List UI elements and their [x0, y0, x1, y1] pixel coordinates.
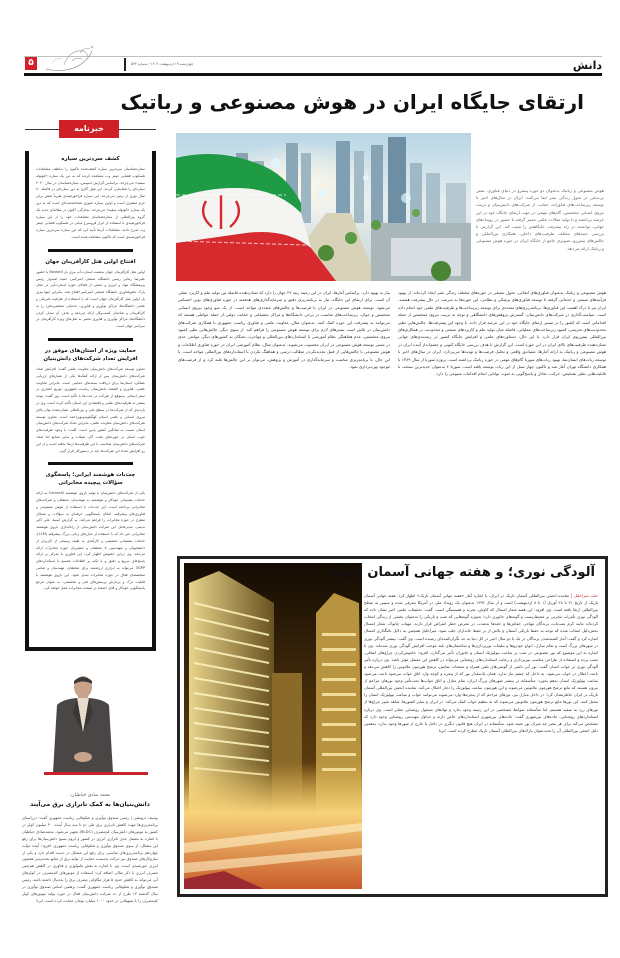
news-item[interactable]: [36, 347, 145, 454]
news-item[interactable]: [36, 471, 145, 592]
news-item-text: معاون توسعه شرکت‌های دانش‌بنیان معاونت علمی گفت: افزایش تعداد شرکت‌های دانش‌بنیان پس از ارائه کمک‌ها یکی از معیارهای ارزیابی عملکرد استان‌ها برای دریافت بسته‌های حمایتی است. بنابراین معاونت علمی، فناوری و اقتصاد دانش‌بنیان ریاست جمهوری، توزیع اعتباری در سفر استانی به‌موقع از شرکت در مدت‌ها با تأکید است. وی گفت: توجه بیشتر به ظرفیت‌های علمی و اقتصادی این استان تأکید کرده است. وی در بازدیدی که از شرکت‌ها در سطح ملی و بین‌المللی نشان‌دهنده توان بالای نیروی انسانی و علمی استان کهگیلویه‌وبویراحمد است. معاون توسعه شرکت‌های دانش‌بنیان معاونت علمی، بنابراین تعداد شرکت‌های دانش‌بنیان استان نسبت به میانگین کشور پایین است. گفت: با وجود ظرفیت‌های خوب استان در حوزه‌های نفت، گاز، شیلات و سایر صنایع اما تعداد شرکت‌های دانش‌بنیان متناسب با این ظرفیت‌ها ارتقا نیافته است و از این رو افزایش تعداد این شرکت‌ها باید در دستورکار قرار گیرد.: [36, 366, 145, 453]
news-divider: [48, 338, 133, 341]
masthead-top-rule: [24, 56, 602, 57]
main-headline[interactable]: ارتقای جایگاه ایران در هوش مصنوعی و رباتیک: [120, 90, 584, 114]
news-item-text: اولین هتل کارآفرینان جهان به‌همت استارت‌آپ بیزی بل Baxbell با حضور علیرضا رهایی رئیس دانشگاه صنعتی امیرکبیر، حمید امیدوار رئیس پژوهشگاه مواد و انرژی و جمعی از فعالان حوزه استارت‌آپی در محل پارک علم‌وفناوری دانشگاه صنعتی امیرکبیر افتتاح شد. بنابراین اینها بیزی بل اولین هتل کارآفرینان جهان است که با استفاده از ظرفیت فیزیکی و علمی دانشگاه‌ها، مراکز نوآوری و فناوری، خدماتی منحصربه‌فرد را به کارآفرینان و صاحبان کسب‌وکار ارائه می‌دهد و هدف آن تبدیل کردن دانشگاه‌ها، مراکز نوآوری و فناوری معتبر به هتل‌های ویژه کارآفرینان در سراسر جهان است.: [36, 269, 145, 329]
light-pollution-headline[interactable]: آلودگی نوری؛ و هفته جهانی آسمان تاریک: [327, 565, 595, 580]
news-item-title[interactable]: چت‌بات هوشمند ایرانی؛ پاسخگوی سؤالات پیچیده مخابراتی: [45, 472, 136, 487]
masthead: [24, 40, 602, 75]
portrait-man-in-suit-icon: [43, 673, 123, 773]
news-item-text: یکی از شرکت‌های دانش‌بنیان با تولید بازوی هوشمند CommAI به ارائه خدمات پشتیبانی خودکار و هوشمند به مهندسان، محققان و شرکت‌های مخابراتی پرداخته است. این چت‌بات با استفاده از هوش مصنوعی و فناوری‌های پیشرفته، امکان پاسخگویی حرفه‌ای به سؤالات و مسائل مطرح در حوزه مخابرات را فراهم می‌کند. به گزارش ایسنا، علی اکبر ندیمی، مدیرعامل این شرکت دانش‌بنیان از راه‌اندازی بازوی هوشمند مخابراتی خبر داد که با استفاده از مدل‌های زبانی بزرگ پیشرفته (LLM)، خدمات پشتیبانی تخصصی و کارآمدی به طیف وسیعی از کاربران از دانشجویان و مهندسین تا محققان و مشتریان حوزه مخابرات ارائه می‌دهد. وی دراین خصوص اظهار کرد: این فناوری با تمرکز بر ارائه پاسخ‌های سریع و دقیق و با تکیه بر اطلاعات همسو با استانداردهای 3GPP می‌تواند به ابزاری ارزشمند برای محققان، مهندسان و تمامی متخصصان فعال در حوزه مخابرات تبدیل شود. این بازوی هوشمند با قابلیت درک و پردازش پرسش‌های فنی و تخصصی، به عنوان مرجع پاسخگویی خودکار و قابل اعتماد در صنعت مخابرات عمل خواهد کرد.: [36, 491, 146, 591]
newspaper-logo-icon: [42, 43, 102, 73]
page-number-badge: ۵: [25, 57, 37, 70]
night-city-skyscrapers-lights-icon: [184, 563, 362, 889]
news-item-text: ستاره‌شناسان سردترین سیاره کشف‌شده تاکنون را به‌لطف مشاهدات تلسکوپ فضایی جیمز وب مشاهده کردند که به دور یک ستاره «کوتوله سفید» می‌چرخد. براساس گزارش اسپیس، ستاره‌شناسان در سال ۲۰۲۰ سیاره‌ای را شناسایی کردند. این غول گازی به دور ستاره‌ای در فاصله ۸۰ سال نوری از زمین می‌چرخد. این سیاره فراخورشیدی تقریباً شش برابر جرم مشتری است و اولین سیاره عبوری شناخته‌شده‌ای است که به دور یک ستاره «کوتوله سفید» می‌چرخد. به‌تازگی، اکنون در مقاله‌ای جدید یک گروه بین‌المللی از ستاره‌شناسان مشاهدات خود را از این سیاره فراخورشیدی با استفاده از ابزار فروسرخ میانی در تلسکوپ فضایی جیمز وب شرح دادند. مشاهدات آن‌ها تأیید کرد که این سیاره سردترین سیاره فراخورشیدی است که تاکنون مشاهده شده است.: [36, 167, 145, 239]
light-pollution-story-box: [177, 556, 608, 897]
news-item[interactable]: [36, 155, 145, 241]
portrait-red-bar: [44, 772, 148, 775]
news-item-title[interactable]: افتتاح اولین هتل کارآفرینان جهان: [45, 258, 136, 265]
news-item-title[interactable]: حمایت ویژه از استان‌های موفق در افزایش تعداد شرکت‌های دانش‌بنیان: [43, 347, 138, 362]
news-divider: [48, 249, 133, 252]
interview-body: یوسف درویشی | رئیس صندوق نوآوری و شکوفایی ریاست جمهوری گفت: درراستای برنامه‌ریزی‌ها جهت کاهش ناترازی برق طی دو تا سه سال آینده، ۳۰ میلیون کولر در کشور به موتورهای دانش‌بنیان کم‌مصرف (BLDC) تجهیز می‌شود. محمدصادق خیاطیان با اشاره به معضل جدی ناترازی انرژی در کشور و لزوم بسیج دانش‌بنیان‌ها برای رفع این مشکل، از سوی صندوق نوآوری و شکوفایی ریاست جمهوری، افزود: آینده دولت چهاردهم برنامه‌ریزی‌های مناسبی برای رفع این مشکل در دست اقدام دارد و یکی از سازوکارهای صندوق نیز حرکت به‌سمت حمایت از تولید برق از منابع تجدیدپذیر همچون انرژی خورشیدی است. وی با اشاره به نقش تکنولوژی و فناوری در کاهش هم‌چنین مصرف انرژی با ذکر مثالی اضافه کرد: استفاده از موتورهای کم‌مصرف در کولرهای آبی می‌تواند به کاهش حدود ۵ هزار مگاواتی مصرف برق را به‌دنبال داشته باشد. رئیس صندوق نوآوری و شکوفایی ریاست جمهوری گفت: برهمین اساس صندوق نوآوری در سال گذشته ۱۷ طرح از ده شرکت دانش‌بنیان فعال در حوزه تولید موتورهای کولر کم‌مصرف را با تسهیلاتی در حدود ۱۰۰۰ میلیارد تومان حمایت کرده است. ایرنا: [22, 815, 158, 903]
main-story-column-right: هوش مصنوعی و رباتیک به‌عنوان فناوری‌های انقلابی، تحول عمیقی در حوزه‌های مختلف زندگی بشر ایجاد کرده‌اند. از بهبود فرآیندهای صنعتی و خدماتی گرفته تا توسعه فناوری‌های پزشکی و نظامی، این حوزه‌ها به سرعت در حال پیشرفت هستند. ایران نیز با درک اهمیت این فناوری‌ها، برنامه‌ریزی‌های متعددی برای توسعه زیرساخت‌ها و ظرفیت‌های علمی خود انجام داده است. سیاست‌گذاری در شرکت‌های دانش‌بنیان، گسترش پژوهش‌های دانشگاهی و توجه به تربیت نیروی متخصص از جمله اقداماتی است که کشور را در مسیر ارتقای جایگاه خود در این عرصه قرار داده. با وجود این پیشرفت‌ها، چالش‌هایی نظیر محدودیت‌های تحریمی، کمبود زیرساخت‌های عملیاتی، فاصله میان تولید علم و کاربردهای صنعتی و محدودیت در همکاری‌های بین‌المللی پیش‌روی ایران قرار دارد. با این حال، دستاوردهای علمی و افزایش جایگاه کشور در رتبه‌بندی‌های جهانی نشان‌دهنده ظرفیت‌های بالای ایران در این حوزه است. این گزارش با هدف بررسی جایگاه کنونی و چشم‌انداز آینده ایران در هوش مصنوعی و رباتیک به ارائه آمارها، مصادیق واقعی و تحلیل فرصت‌ها و تهدیدها می‌پردازد. ایران در سال‌های اخیر با توسعه ربات‌های انسان‌نما، بهبود ربات‌های سورنا گام‌های مهمی در حوزه رباتیک برداشته است. پروژه سورنا از سال ۱۳۸۹ با همکاری دانشگاه تهران آغاز شد و تاکنون چهار نسل از این ربات توسعه یافته است. سورنا ۴ به‌عنوان جدیدترین نسخه، با قابلیت‌هایی نظیر تشخیص، حرکت، تعادل و پاسخ‌گویی به صوت توانایی انجام اقدامات متنوعی را دارد.: [398, 290, 606, 377]
sidebar-box: [25, 151, 156, 651]
night-city-image: [184, 563, 362, 889]
newsletter-sidebar: [25, 109, 156, 653]
issue-date: چهارشنبه ۱۹ اردیبهشت ۱۴۰۳ / شماره ۵۳۳: [131, 62, 194, 66]
light-pollution-byline: جلب میراخلیل |: [570, 593, 598, 598]
light-pollution-text: نماینده انجمن بین‌المللی آسمان تاریک در ایران، با اشاره آغاز «هفته جهانی آسمان تاریک» اظهار کرد: هفته جهانی آسمان تاریک از تاریخ ۲۱ تا ۲۸ آوریل (۱ تا ۸ اردیبهشت) است و از سال ۱۳۹۴ به‌عنوان یک رویداد ملی در آمریکا معرفی شده و سپس به سطح بین‌المللی ارتقا یافته است. وی افزود: این هفته شعار امسال که کاوش، تجربه و همبستگی است. گفت: تحقیقات علمی اخیر نشان داده که آلودگی نوری تأثیرات مخربی بر محیط‌زیست و گونه‌های جانوری دارد؛ به‌ویژه گونه‌هایی که شب و تاریکی را به‌عنوان بخشی از زندگی انتخاب کرده‌اند مانند کرم شب‌تاب، پرندگان مهاجر، خفاش‌ها و جغدها به‌شدت در معرض خطر انقراض قرار دارند. مهتاب چابوک، شعار امسال بخش‌دلیل انتخاب شده که توجه به حفظ تاریکی آسمان و تلاش از بر حفظ جانداران جلب شود. میراخلیل همچنین به دلایل نامگذاری امسال اشاره کرد و گفت: آمار کشته‌شدن پرندگان در یک یا دو سال اخیر در کل دنیا به حد نگران‌کننده‌ای رسیده است. وی گفت: بیشتر آلودگی نوری در شهرهای بزرگ است و تمام منازل، انواع خودروها و تبلیغات نورپردازی‌ها و ساختمان‌های بلند موجب افزایش آلودگی نوری شده‌اند. وی با اشاره به این موضوع که نور مصنوعی در شب بر ساعت بیولوژیک انسان و جانوران تأثیر می‌گذارد، افزود: خاموش‌کردن چراغ‌های اضافی، نصب پرده و استفاده از طراحی مناسب نورپردازی و رعایت استانداردهای روشنایی می‌تواند در کاهش این معضل مؤثر باشد. وی درباره تأثیر آلودگی نوری بر خواب انسان گفت: نور آبی ناشی از گوشی‌های تلفن همراه و صفحات نمایش، ترشح هورمون ملاتونین را کاهش می‌دهد و باعث اختلال در خواب می‌شود. به داخل که چشم نیاز ندارد، همان یک‌مقدار نور که از پنجره و کوچه وارد اتاق خواب می‌شود باعث می‌شود ساعت بیولوژیک انسان به‌هم بخورد. متأسفانه در بیشتر شهرهای بزرگ ایران، تمام منازل و اتاق خواب‌ها تحت‌تأثیر وجود نورهای مزاحم از بیرون هستند که مانع ترشح هورمون ملاتونین می‌شوند و این هورمون ساعت بیولوژیک را دچار اختلال می‌کند. نماینده انجمن بین‌المللی آسمان تاریک در ایران خاطرنشان کرد: در داخل منازل نیز، نورهای مزاحم که از پنجره‌ها وارد می‌شوند می‌توانند خواب و ساعت بیولوژیک انسان را مختل کنند. این نورها مانع ترشح هورمون ملاتونین می‌شوند که به تنظیم خواب کمک می‌کند. در ایران و سایر کشورها، شاهد تغییر چراغ‌ها از نورهای زرد به سفید هستیم، اما متأسفانه ضوابط مشخصی در این زمینه وجود ندارد و نهادهای مسئول روشنایی معابر است. وی درباره استانداردهای روشنایی، جاده‌های بین‌شهری گفت: جاده‌های بین‌شهری استانداردهای خاص دارند و جداول مهندسی روشنایی وجود دارد که مشخص می‌کند برای هر معبر چه میزان نور تعبیه شود. متأسفانه در ایران هیچ قانون دیگری در داخل یا خارج از شهرها وجود ندارد. به‌همین دلیل انجمن بین‌المللی آن را تحت‌عنوان پارک‌های بین‌المللی آسمان تاریک مطرح کرده است. ایرنا: [364, 593, 598, 733]
interview-headline[interactable]: دانش‌بنیان‌ها به کمک ناترازی برق می‌آیند: [30, 801, 150, 808]
news-divider: [48, 462, 133, 465]
logo-separator: [124, 58, 126, 71]
light-pollution-body: [364, 592, 598, 887]
hero-image: [176, 133, 471, 281]
interview-kicker: محمد صادق خیاطیان:: [69, 793, 111, 798]
iran-flag-smart-city-illustration-icon: [176, 133, 471, 281]
main-story-column-left: نیاز به بهبود دارد. براساس آمارها، ایران در این زمینه رتبه ۲۲ جهان را دارد که نشان‌دهنده فاصله بین تولید علم و کاربرد عملی آن است. برای ارتقای این جایگاه، نیاز به برنامه‌ریزی دقیق و سرمایه‌گذاری‌های هدفمند در حوزه فناوری‌های نوین احساس می‌شود. توسعه هوش مصنوعی در ایران با فرصت‌ها و چالش‌های متعددی مواجه است. از یک سو وجود نیروی انسانی متخصص و جوان، زیرساخت‌های مناسب در برخی دانشگاه‌ها و مراکز تحقیقاتی و حمایت دولتی از جمله عواملی هستند که می‌توانند به پیشرفت این حوزه کمک کنند. به‌عنوان مثال، معاونت علمی و فناوری ریاست جمهوری با همکاری شرکت‌های دانش‌بنیان در تلاش است بسترهای لازم برای توسعه هوش مصنوعی را فراهم کند. از سوی دیگر، چالش‌هایی نظیر کمبود نیروی متخصص، عدم هماهنگی نظام آموزشی با استانداردهای بین‌المللی و مهاجرت نخبگان به کشورهای دیگر، موانعی جدی در مسیر توسعه هوش مصنوعی در ایران محسوب می‌شوند. به‌عنوان مثال، نظام آموزشی ایران در حوزه فناوری اطلاعات و هوش مصنوعی با چالش‌هایی از قبیل تجدیدنکردن مطالب درسی و هماهنگ نکردن با استانداردهای بین‌المللی مواجه است. با این حال، با برنامه‌ریزی مناسب و سرمایه‌گذاری در آموزش و پژوهش، می‌توان بر این چالش‌ها غلبه کرد و از فرصت‌های موجود بهره‌برداری نمود.: [178, 290, 390, 370]
news-item[interactable]: [36, 258, 145, 330]
section-name: دانش: [572, 59, 602, 72]
news-item-title[interactable]: کشف سردترین سیاره: [61, 156, 120, 162]
main-story-lede: هوش مصنوعی و رباتیک به‌عنوان دو حوزه پیشرو در دنیای فناوری، نقش بی‌بدیلی در تحول زندگی بشر ایفا می‌کنند. ایران در سال‌های اخیر با توسعه زیرساخت‌های فناورانه، حمایت از شرکت‌های دانش‌بنیان و تربیت نیروی انسانی متخصص، گام‌های مهمی در جهت ارتقای جایگاه خود در این عرصه برداشته و با تولید مقالات علمی معتبر گرفته تا حضور در رویدادهای جهانی، توانسته در راه پیشرفت جایگاهش را تثبیت کند. این گزارش با بررسی جنبه‌های مختلف ظرفیت‌های داخلی، همکاری بین‌المللی و چالش‌های پیش‌رو، تصویری جامع از جایگاه ایران در حوزه هوش مصنوعی و رباتیک ارائه می‌دهد.: [476, 188, 604, 251]
sidebar-label: خبرنامه: [59, 120, 119, 138]
masthead-bottom-rule: [24, 73, 602, 76]
